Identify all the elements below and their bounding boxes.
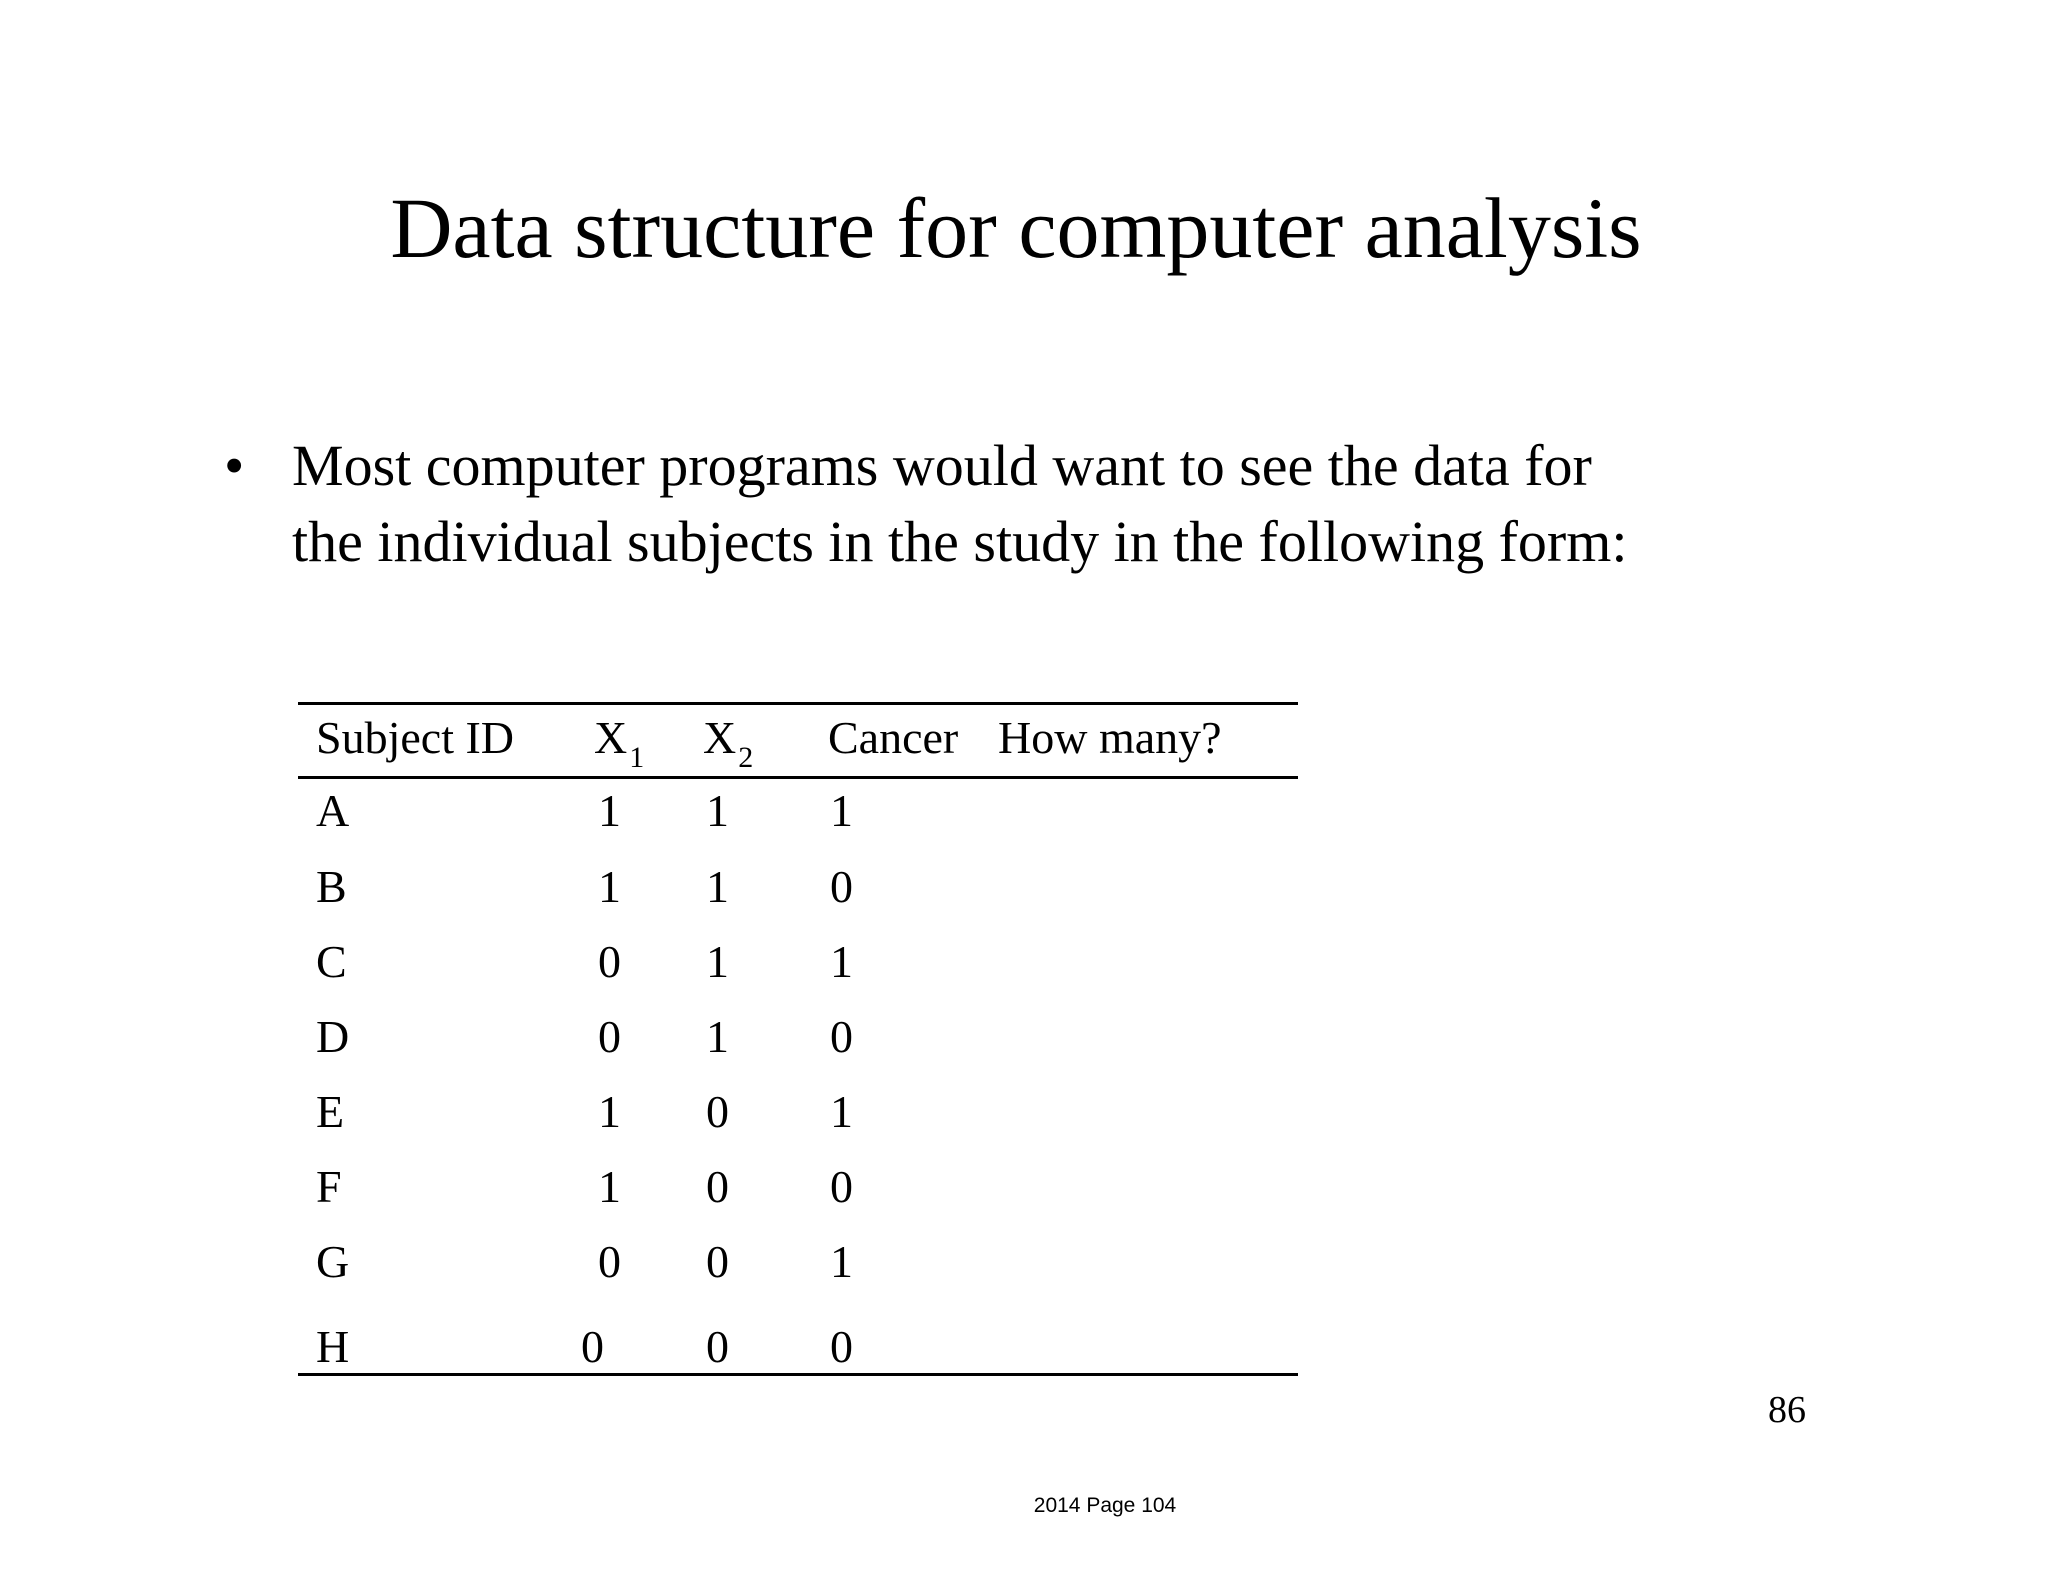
cell-cancer: 0 [830, 1161, 853, 1212]
table-header-rule [298, 776, 1298, 779]
cell-subject-id: B [316, 861, 347, 912]
cell-cancer: 1 [830, 936, 853, 987]
bullet-line-1: Most computer programs would want to see the data for [292, 433, 1592, 498]
cell-subject-id: A [316, 785, 350, 836]
cell-subject-id: G [316, 1236, 350, 1287]
cell-x2: 0 [706, 1161, 729, 1212]
cell-x2: 1 [706, 936, 729, 987]
header-x1-sub: 1 [629, 741, 645, 774]
cell-x1: 1 [598, 861, 621, 912]
footer-text: 2014 Page 104 [1033, 1494, 1177, 1517]
cell-x1: 0 [598, 1011, 621, 1062]
cell-x1: 0 [581, 1321, 604, 1372]
header-how-many: How many? [998, 712, 1222, 763]
cell-cancer: 1 [830, 1086, 853, 1137]
cell-x1: 1 [598, 1086, 621, 1137]
cell-cancer: 0 [830, 1321, 853, 1372]
cell-x1: 1 [598, 785, 621, 836]
cell-cancer: 1 [830, 785, 853, 836]
page-number: 86 [1768, 1389, 1806, 1431]
cell-x1: 0 [598, 936, 621, 987]
cell-x1: 1 [598, 1161, 621, 1212]
cell-x2: 0 [706, 1321, 729, 1372]
cell-cancer: 0 [830, 861, 853, 912]
cell-x2: 1 [706, 785, 729, 836]
header-subject-id: Subject ID [316, 712, 515, 763]
cell-subject-id: E [316, 1086, 345, 1137]
cell-subject-id: D [316, 1011, 350, 1062]
header-x1-base: X [594, 712, 628, 763]
header-x1 [594, 710, 644, 772]
table-top-rule [298, 702, 1298, 705]
cell-x1: 0 [598, 1236, 621, 1287]
bullet-line-2: the individual subjects in the study in the following form: [292, 509, 1628, 574]
cell-x2: 0 [706, 1236, 729, 1287]
header-x2-sub: 2 [738, 741, 754, 774]
cell-subject-id: H [316, 1321, 350, 1372]
cell-cancer: 1 [830, 1236, 853, 1287]
header-x2-base: X [703, 712, 737, 763]
data-table [298, 702, 1298, 1376]
bullet-dot: • [224, 433, 245, 498]
table-bottom-rule [298, 1373, 1298, 1376]
header-x2 [703, 710, 753, 772]
cell-x2: 1 [706, 861, 729, 912]
cell-x2: 1 [706, 1011, 729, 1062]
cell-x2: 0 [706, 1086, 729, 1137]
cell-cancer: 0 [830, 1011, 853, 1062]
cell-subject-id: C [316, 936, 347, 987]
slide-title: Data structure for computer analysis [390, 180, 1642, 276]
cell-subject-id: F [316, 1161, 342, 1212]
header-cancer: Cancer [828, 712, 959, 763]
bullet-text [292, 428, 1627, 580]
